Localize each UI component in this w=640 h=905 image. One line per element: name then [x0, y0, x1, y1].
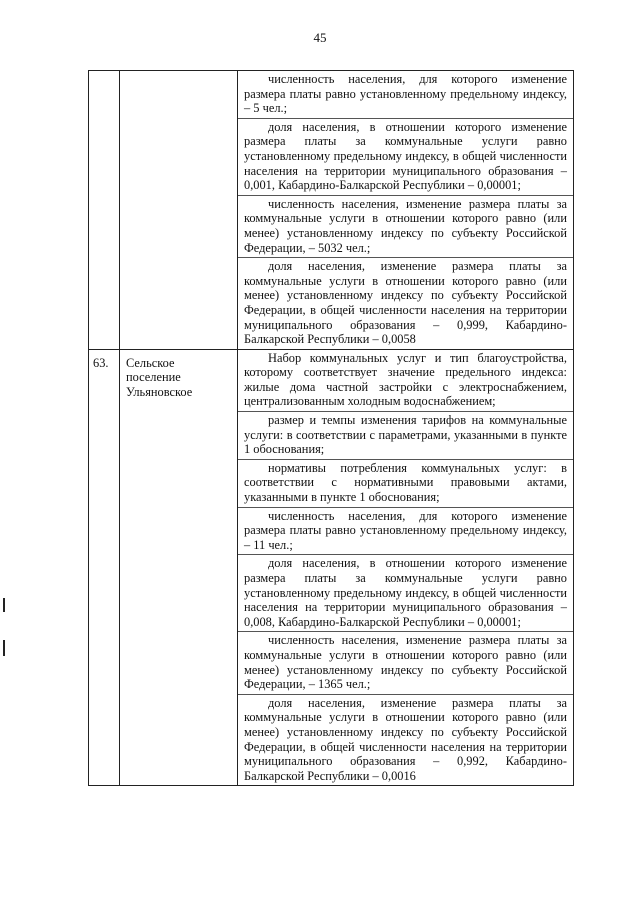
description-paragraph: размер и темпы изменения тарифов на коммунальные услуги: в соответствии с параметрами, указанными в пункте 1 обоснования; [238, 411, 573, 459]
description-paragraph: доля населения, в отношении которого изменение размера платы за коммунальные услуги равно установленному предельному индексу, в общей численности населения на территории муниципального образования – 0,001, Кабардино-Балкарской Республики – 0,00001; [238, 118, 573, 195]
settlement-name-line: поселение [126, 370, 181, 385]
description-paragraph: нормативы потребления коммунальных услуг: в соответствии с нормативными правовыми актами, указанными в пункте 1 обоснования; [238, 459, 573, 507]
settlement-name-line: Ульяновское [126, 384, 193, 399]
table-row [89, 349, 574, 786]
settlement-name-line: Сельское [126, 355, 175, 370]
description-paragraph: численность населения, изменение размера платы за коммунальные услуги в отношении которого равно (или менее) установленному индексу по субъекту Российской Федерации, – 1365 чел.; [238, 631, 573, 693]
description-paragraph: доля населения, изменение размера платы за коммунальные услуги в отношении которого равно (или менее) установленному индексу по субъекту Российской Федерации, в общей численности населения на территории муниципального образования – 0,992, Кабардино-Балкарской Республики – 0,0016 [238, 694, 573, 786]
description-cell [238, 71, 574, 350]
index-table [88, 70, 574, 786]
settlement-name-cell [120, 349, 238, 786]
description-paragraph: численность населения, изменение размера платы за коммунальные услуги в отношении которого равно (или менее) установленному индексу по субъекту Российской Федерации, – 5032 чел.; [238, 195, 573, 257]
description-cell [238, 349, 574, 786]
description-paragraph: численность населения, для которого изменение размера платы равно установленному предельному индексу, – 11 чел.; [238, 507, 573, 555]
row-number-cell [89, 71, 120, 350]
scan-margin-mark [3, 640, 5, 656]
description-paragraph: доля населения, в отношении которого изменение размера платы за коммунальные услуги равно установленному предельному индексу, в общей численности населения на территории муниципального образования – 0,008, Кабардино-Балкарской Республики – 0,00001; [238, 554, 573, 631]
description-paragraph: Набор коммунальных услуг и тип благоустройства, которому соответствует значение предельного индекса: жилые дома частной застройки с электроснабжением, централизованным холодным водоснабжением; [244, 350, 567, 409]
table-row [89, 71, 574, 350]
row-number-cell: 63. [89, 349, 120, 786]
description-paragraph: доля населения, изменение размера платы за коммунальные услуги в отношении которого равно (или менее) установленному индексу по субъекту Российской Федерации, в общей численности населения на территории муниципального образования – 0,999, Кабардино-Балкарской Республики – 0,0058 [238, 257, 573, 349]
page-number: 45 [313, 30, 327, 45]
settlement-name-cell [120, 71, 238, 350]
scan-margin-mark [3, 598, 5, 612]
table-body [89, 71, 574, 786]
description-paragraph: численность населения, для которого изменение размера платы равно установленному предельному индексу, – 5 чел.; [244, 72, 567, 116]
